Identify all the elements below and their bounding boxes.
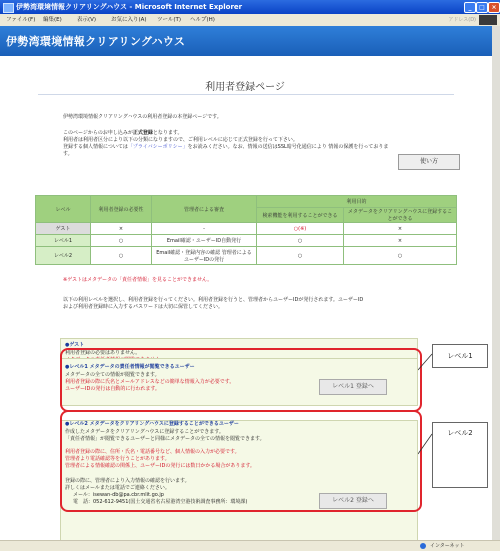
row-guest-search: ○(※) [257,223,344,235]
level1-text-2: 利用者登録の際に氏名とメールアドレスなどの簡単な情報入力が必要です。 [65,379,235,385]
intro-text-3: 利用者は利用者区分により以下の分類になりますので、ご利用レベルに応じて正式登録を行って下さい。 [63,137,298,143]
close-button[interactable]: × [488,2,500,13]
level2-phone: 電 話：052-612-9451(国土交通省名古屋港湾空港技術調査事務所：環境課) [73,499,248,505]
menu-favorites[interactable]: お気に入り(A) [111,17,147,23]
level2-text-3: 利用者登録の際に、住所・氏名・電話番号など、個人情報の入力が必要です。 [65,449,240,455]
level2-text-1: 作成したメタデータをクリアリングハウスに登録することができます。 [65,429,224,435]
page-viewport [0,26,500,540]
level1-title: ●レベル1 メタデータの責任者情報が閲覧できるユーザー [65,364,195,370]
th-search: 検索機能を利用することができる [257,208,344,223]
row-level1-review: Email確認・ユーザーID自動発行 [152,235,257,247]
level2-callout: レベル2 [432,422,488,488]
th-review: 管理者による審査 [152,196,257,223]
level2-text-4: 管理者より電話確認等を行うことがあります。 [65,456,170,462]
guest-caution: ※ゲストはメタデータの「責任者情報」を見ることができません。 [63,277,213,283]
level2-connector [418,434,432,454]
address-label[interactable]: アドレス(D) [448,17,476,23]
menu-edit[interactable]: 編集(E) [43,17,62,23]
window-title: 伊勢湾環境情報クリアリングハウス - Microsoft Internet Explorer [16,3,243,11]
row-level1-search: ○ [257,235,344,247]
level1-callout: レベル1 [432,344,488,368]
row-level2-need: ○ [91,247,152,265]
callout-connectors [418,344,434,474]
minimize-button[interactable]: _ [464,2,476,13]
intro-text-2: このページからのお申し込みが正式登録となります。 [63,130,183,136]
th-level: レベル [36,196,91,223]
th-register: メタデータをクリアリングハウスに登録することができる [344,208,457,223]
level-table [35,195,457,265]
level2-text-5: 管理者による情報確認の関係上、ユーザーIDの発行には数日かかる場合があります。 [65,463,255,469]
row-guest-level: ゲスト [36,223,91,235]
maximize-button[interactable]: □ [476,2,488,13]
site-header [0,26,492,56]
level2-email: メール：isewan-db@pa.cbr.mlit.go.jp [73,492,164,498]
row-guest-register: × [344,223,457,235]
row-level2-register: ○ [344,247,457,265]
status-zone: インターネット [430,543,465,549]
row-level2-level: レベル2 [36,247,91,265]
th-need: 利用者登録の必要性 [91,196,152,223]
how-to-use-button[interactable]: 使い方 [398,154,460,170]
formal-registration-label: 正式登録 [132,130,153,136]
menu-tools[interactable]: ツール(T) [157,17,182,23]
th-usage: 利用目的 [257,196,457,208]
row-level1-level: レベル1 [36,235,91,247]
intro-text-4: 登録する個人情報については「プライバシーポリシー」をお読みください。なお、情報の送信はSSL暗号化通信により 情報の保護を行っております。 [63,144,389,157]
guest-text-1: 利用者登録の必要はありません。 [65,350,141,356]
level2-register-button[interactable]: レベル2 登録へ [319,493,387,509]
guest-title: ●ゲスト [65,342,85,348]
window-title-bar [0,0,500,14]
page-title: 利用者登録ページ [205,82,285,93]
ie-icon [3,3,14,13]
level2-text-6: 登録の際に、管理者により入力情報の確認を行います。 [65,478,190,484]
level2-title: ●レベル2 メタデータをクリアリングハウスに登録することができるユーザー [65,421,239,427]
row-level2-search: ○ [257,247,344,265]
windows-logo [479,15,497,25]
privacy-policy-link[interactable]: 「プライバシーポリシー」 [127,144,188,150]
level2-highlight [60,410,422,512]
row-level2-review: Email確認・登録内容の確認 管理者によるユーザーIDの発行 [152,247,257,265]
level1-connector [418,354,432,370]
internet-zone-icon [420,543,426,549]
level1-register-button[interactable]: レベル1 登録へ [319,379,387,395]
row-guest-need: × [91,223,152,235]
registration-guide: 以下の利用レベルを選択し、利用者登録を行ってください。利用者登録を行うと、管理者からユーザーIDが発行されます。ユーザーID および利用者登録時に入力するパスワードは大切に保管してください。 [63,297,364,310]
menu-help[interactable]: ヘルプ(H) [190,17,215,23]
level1-text-3: ユーザーIDの発行は自動的に行われます。 [65,386,160,392]
title-divider [38,94,454,95]
level2-text-2: 「責任者情報」が閲覧できるユーザーと同様にメタデータの全ての情報を閲覧できます。 [65,436,265,442]
level1-text-1: メタデータの全ての情報が閲覧できます。 [65,372,160,378]
status-bar [0,540,500,551]
site-title: 伊勢湾環境情報クリアリングハウス [6,35,186,48]
level1-highlight [60,348,422,412]
intro-text-1: 伊勢湾環境情報クリアリングハウスの利用者登録の本登録ページです。 [63,114,222,120]
row-level1-register: × [344,235,457,247]
level2-text-7: 詳しくはメールまたは電話でご連絡ください。 [65,485,170,491]
row-level1-need: ○ [91,235,152,247]
menu-file[interactable]: ファイル(F) [6,17,36,23]
row-guest-review: - [152,223,257,235]
menu-view[interactable]: 表示(V) [77,17,97,23]
